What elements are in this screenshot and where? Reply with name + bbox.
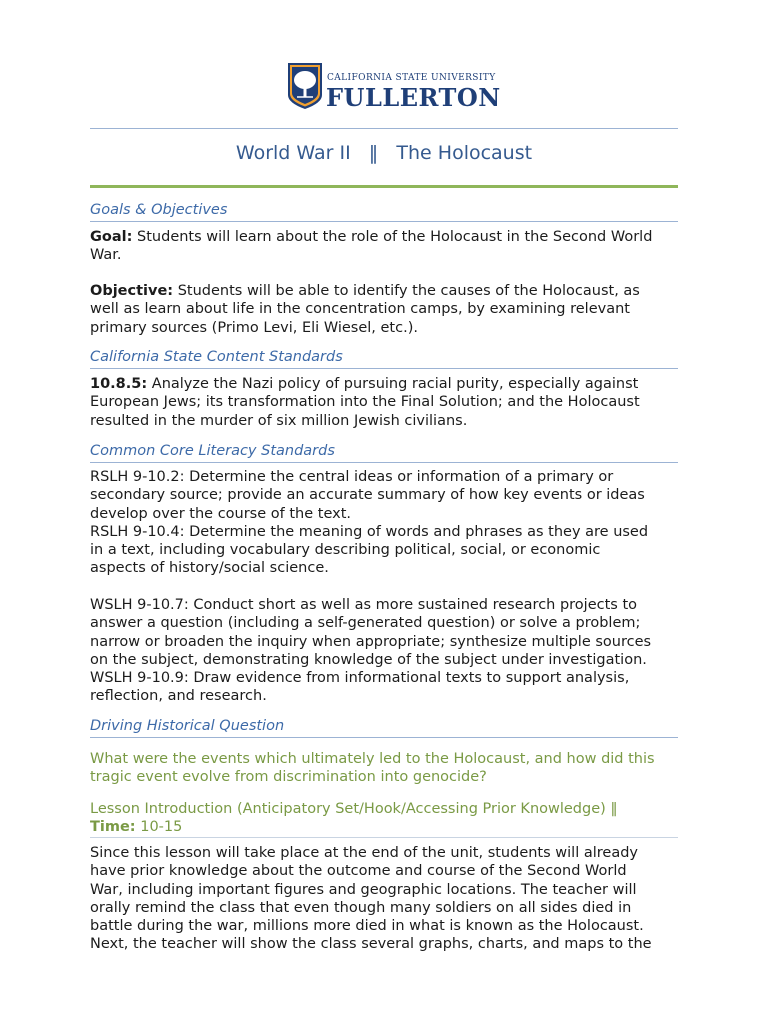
logo-line2: FULLERTON xyxy=(326,83,501,112)
common-core-line: WSLH 9-10.7: Conduct short as well as more sustained research projects to xyxy=(90,597,638,613)
common-core-line: on the subject, demonstrating knowledge of the subject under investigation. xyxy=(90,651,647,668)
lesson-intro-paragraph xyxy=(90,844,678,954)
lesson-line: orally remind the class that even though many soldiers on all sides died in xyxy=(90,899,632,916)
common-core-paragraph-2 xyxy=(90,596,678,706)
standard-line: Analyze the Nazi policy of pursuing racial purity, especially against xyxy=(147,376,639,392)
common-core-heading-rule xyxy=(90,462,678,463)
tree-shield-icon xyxy=(288,63,322,109)
page-title: World War II ‖ The Holocaust xyxy=(235,142,533,164)
common-core-line: RSLH 9-10.2: Determine the central ideas or information of a primary or xyxy=(90,469,614,485)
common-core-line: narrow or broaden the inquiry when appropriate; synthesize multiple sources xyxy=(90,633,652,650)
lesson-line: War, including important figures and geographic locations. The teacher will xyxy=(90,881,637,898)
objective-paragraph xyxy=(90,282,678,337)
standard-line: European Jews; its transformation into the Final Solution; and the Holocaust xyxy=(90,394,640,411)
title-divider xyxy=(90,185,678,188)
common-core-line: aspects of history/social science. xyxy=(90,560,329,577)
header-divider xyxy=(90,128,678,129)
objective-line: well as learn about life in the concentration camps, by examining relevant xyxy=(90,301,630,318)
state-standards-heading-rule xyxy=(90,368,678,369)
common-core-line: reflection, and research. xyxy=(90,688,267,705)
common-core-section xyxy=(90,441,678,463)
lesson-line: Since this lesson will take place at the end of the unit, students will already xyxy=(90,845,638,861)
common-core-line: secondary source; provide an accurate summary of how key events or ideas xyxy=(90,487,645,504)
common-core-line: answer a question (including a self-generated question) or solve a problem; xyxy=(90,615,641,632)
goals-heading: Goals & Objectives xyxy=(90,202,228,218)
goal-label: Goal: xyxy=(90,229,133,245)
lesson-line: have prior knowledge about the outcome and course of the Second World xyxy=(90,863,627,880)
lesson-intro-heading: Lesson Introduction (Anticipatory Set/Hook/Accessing Prior Knowledge) ‖ xyxy=(90,801,618,817)
goal-line: Students will learn about the role of the Holocaust in the Second World xyxy=(132,229,653,245)
common-core-line: develop over the course of the text. xyxy=(90,505,351,522)
university-logo xyxy=(288,63,501,112)
lesson-line: battle during the war, millions more died in what is known as the Holocaust. xyxy=(90,918,644,935)
lesson-intro-section xyxy=(90,800,678,838)
goal-line: War. xyxy=(90,247,122,264)
standard-line: resulted in the murder of six million Jewish civilians. xyxy=(90,412,468,429)
driving-question-section xyxy=(90,716,678,738)
driving-question-heading-rule xyxy=(90,737,678,738)
time-value: 10-15 xyxy=(135,819,183,835)
objective-label: Objective: xyxy=(90,283,174,299)
standard-code: 10.8.5: xyxy=(90,376,148,392)
common-core-line: in a text, including vocabulary describing political, social, or economic xyxy=(90,542,601,559)
state-standards-section xyxy=(90,347,678,369)
time-label: Time: xyxy=(90,819,136,835)
objective-line: primary sources (Primo Levi, Eli Wiesel, etc.). xyxy=(90,319,418,336)
driving-question-heading: Driving Historical Question xyxy=(90,718,285,734)
goals-section xyxy=(90,200,678,222)
lesson-line: Next, the teacher will show the class several graphs, charts, and maps to the xyxy=(90,936,652,953)
driving-question-line: tragic event evolve from discrimination into genocide? xyxy=(90,769,487,786)
lesson-intro-rule xyxy=(90,837,678,838)
common-core-line: WSLH 9-10.9: Draw evidence from informational texts to support analysis, xyxy=(90,670,630,687)
driving-question-line: What were the events which ultimately led to the Holocaust, and how did this xyxy=(90,751,655,767)
common-core-heading: Common Core Literacy Standards xyxy=(90,443,335,459)
goals-heading-rule xyxy=(90,221,678,222)
driving-question-text xyxy=(90,750,678,787)
objective-line: Students will be able to identify the causes of the Holocaust, as xyxy=(173,283,640,299)
state-standards-heading: California State Content Standards xyxy=(90,349,343,365)
common-core-paragraph-1 xyxy=(90,468,678,578)
goal-paragraph xyxy=(90,228,678,265)
logo-line1: CALIFORNIA STATE UNIVERSITY xyxy=(327,73,496,83)
common-core-line: RSLH 9-10.4: Determine the meaning of words and phrases as they are used xyxy=(90,523,649,540)
state-standard-paragraph xyxy=(90,375,678,430)
